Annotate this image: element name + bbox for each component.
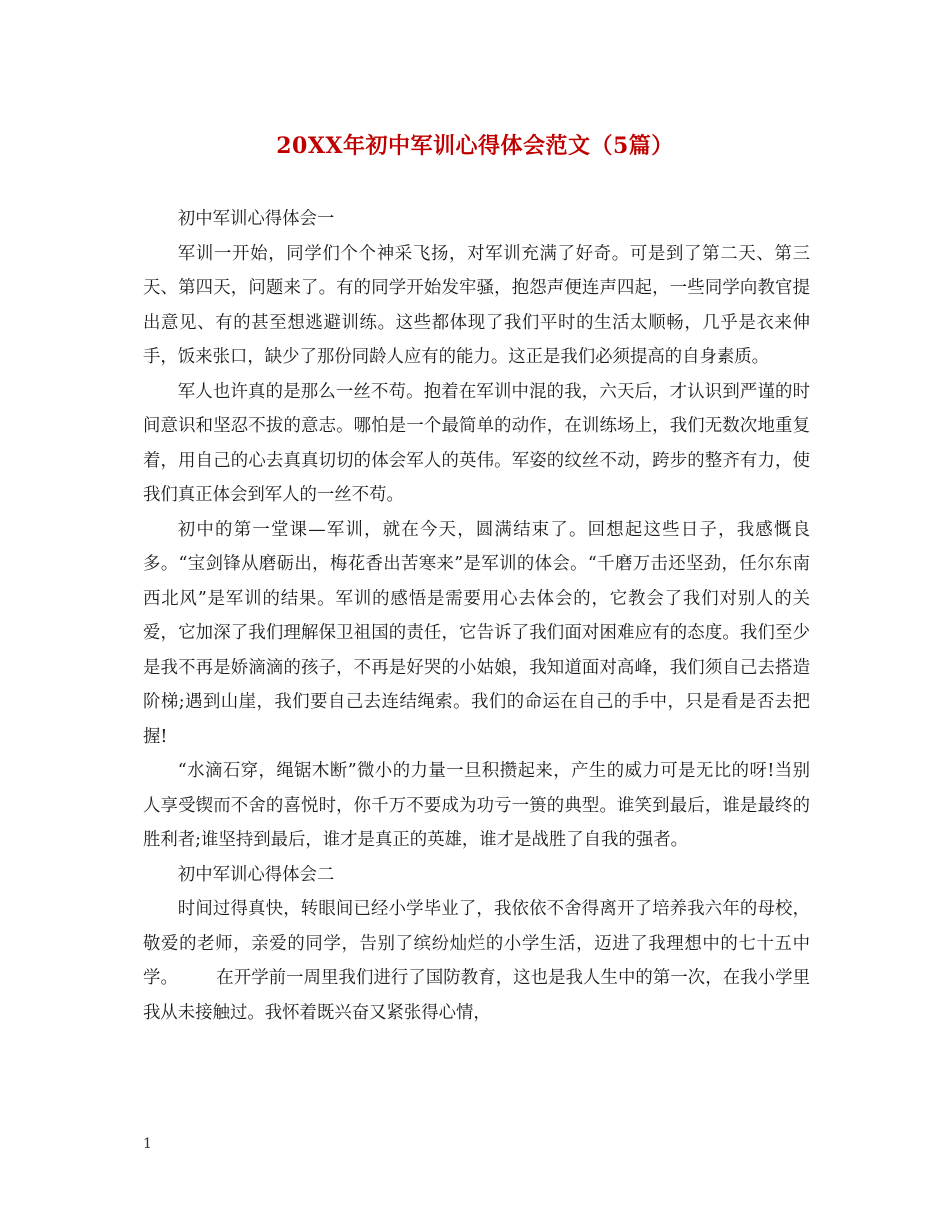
body-paragraph: “水滴石穿，绳锯木断”微小的力量一旦积攒起来，产生的威力可是无比的呀!当别人享受锲而不舍的喜悦时，你千万不要成为功亏一篑的典型。谁笑到最后，谁是最终的胜利者;谁坚持到最后，谁才是真正的英雄，谁才是战胜了自我的强者。 (143, 761, 810, 850)
paragraph-text-part: 时间过得真快，转眼间已经小学毕业了，我依依不舍得离开了培养我六年的母校，敬爱的老师，亲爱的同学，告别了缤纷灿烂的小学生活，迈进了我理想中的七十五中学。 (143, 899, 810, 988)
section-heading-1: 初中军训心得体会一 (177, 209, 335, 229)
body-paragraph: 初中的第一堂课—军训，就在今天，圆满结束了。回想起这些日子，我感慨良多。“宝剑锋从磨砺出，梅花香出苦寒来”是军训的体会。“千磨万击还坚劲，任尔东南西北风”是军训的结果。军训的感悟是需要用心去体会的，它教会了我们对别人的关爱，它加深了我们理解保卫祖国的责任，它告诉了我们面对困难应有的态度。我们至少是我不再是娇滴滴的孩子，不再是好哭的小姑娘，我知道面对高峰，我们须自己去搭造阶梯;遇到山崖，我们要自己去连结绳索。我们的命运在自己的手中，只是看是否去把握! (143, 519, 810, 747)
body-paragraph: 军人也许真的是那么一丝不苟。抱着在军训中混的我，六天后，才认识到严谨的时间意识和坚忍不拔的意志。哪怕是一个最简单的动作，在训练场上，我们无数次地重复着，用自己的心去真真切切的体会军人的英伟。军姿的纹丝不动，跨步的整齐有力，使我们真正体会到军人的一丝不苟。 (143, 381, 810, 505)
document-title: 20XX年初中军训心得体会范文（5篇） (276, 133, 674, 159)
document-body (143, 202, 810, 1030)
body-paragraph: 军训一开始，同学们个个神采飞扬，对军训充满了好奇。可是到了第二天、第三天、第四天，问题来了。有的同学开始发牢骚，抱怨声便连声四起，一些同学向教官提出意见、有的甚至想逃避训练。这些都体现了我们平时的生活太顺畅，几乎是衣来伸手，饭来张口，缺少了那份同龄人应有的能力。这正是我们必须提高的自身素质。 (143, 243, 810, 367)
body-paragraph (143, 892, 810, 1030)
section-heading-2: 初中军训心得体会二 (177, 864, 335, 885)
paragraph-text-part: 在开学前一周里我们进行了国防教育，这也是我人生中的第一次，在我小学里我从未接触过。我怀着既兴奋又紧张得心情， (143, 968, 810, 1023)
page-number: 1 (143, 1136, 152, 1152)
